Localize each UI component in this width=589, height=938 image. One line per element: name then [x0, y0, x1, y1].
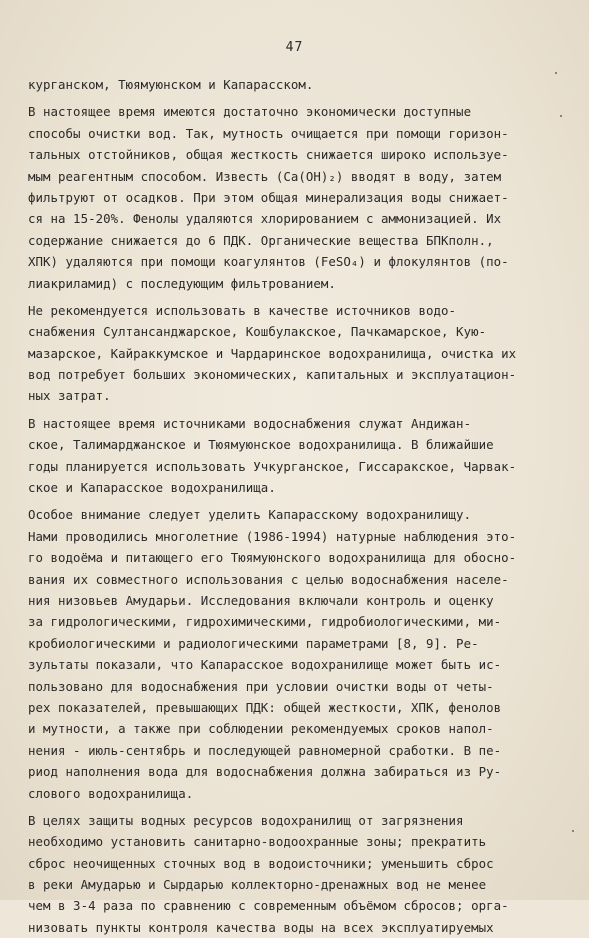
text-line: низовать пункты контроля качества воды на всех эксплуатируемых [28, 919, 494, 935]
page-number: 47 [285, 40, 304, 55]
text-line: мым реагентным способом. Известь (Са(ОН)₂) вводят в воду, затем [28, 168, 502, 184]
text-line: слового водохранилища. [28, 785, 194, 801]
text-line: ское и Капарасское водохранилища. [28, 480, 276, 496]
text-line: мазарское, Кайраккумское и Чардаринское водохранилища, очистка их [28, 345, 517, 361]
paragraph [28, 413, 528, 499]
text-line: за гидрологическими, гидрохимическими, гидробиологическими, ми- [28, 614, 502, 630]
paragraph [28, 300, 528, 407]
text-line: В настоящее время имеются достаточно экономически доступные [28, 104, 472, 120]
text-line: снабжения Султансанджарское, Кошбулакское, Пачкамарское, Кую- [28, 324, 487, 340]
text-line: пользовано для водоснабжения при условии очистки воды от четы- [28, 678, 494, 694]
text-line: содержание снижается до 6 ПДК. Органические вещества БПКполн., [28, 232, 494, 248]
text-line: ся на 15-20%. Фенолы удаляются хлорированием с аммонизацией. Их [28, 211, 502, 227]
text-line: ния низовьев Амударьи. Исследования включали контроль и оценку [28, 592, 494, 608]
text-line: нения - июль-сентябрь и последующей равномерной сработки. В пе- [28, 742, 502, 758]
text-line: кробиологическими и радиологическими параметрами [8, 9]. Ре- [28, 635, 479, 651]
paragraph [28, 74, 528, 95]
text-line: Особое внимание следует уделить Капарасскому водохранилищу. [28, 507, 472, 523]
text-line: го водоёма и питающего его Тюямуюнского водохранилища для обосно- [28, 550, 517, 566]
text-line: необходимо установить санитарно-водоохранные зоны; прекратить [28, 834, 487, 850]
text-line: тальных отстойников, общая жесткость снижается широко используе- [28, 147, 509, 163]
paragraph [28, 810, 528, 938]
text-line: и мутности, а также при соблюдении рекомендуемых сроков напол- [28, 721, 494, 737]
text-line: ское, Талимарджанское и Тюямуюнское водохранилища. В ближайшие [28, 437, 494, 453]
body-text [28, 74, 528, 938]
text-line: вод потребует больших экономических, капитальных и эксплуатацион- [28, 367, 517, 383]
text-line: ных затрат. [28, 388, 111, 404]
text-line: риод наполнения вода для водоснабжения должна забираться из Ру- [28, 764, 502, 780]
paper-speck [560, 115, 562, 117]
text-line: Не рекомендуется использовать в качестве источников водо- [28, 302, 457, 318]
text-line: курганском, Тюямуюнском и Капарасском. [28, 77, 314, 92]
paper-speck [555, 72, 557, 74]
text-line: лиакриламид) с последующим фильтрованием. [28, 275, 336, 291]
text-line: В целях защиты водных ресурсов водохранилищ от загрязнения [28, 812, 464, 828]
text-line: вания их совместного использования с целью водоснабжения населе- [28, 571, 509, 587]
paragraph [28, 101, 528, 294]
paper-speck [572, 830, 574, 832]
text-line: фильтруют от осадков. При этом общая минерализация воды снижает- [28, 189, 509, 205]
text-line: В настоящее время источниками водоснабжения служат Андижан- [28, 415, 472, 431]
text-line: в реки Амударью и Сырдарью коллекторно-дренажных вод не менее [28, 877, 487, 893]
text-line: ХПК) удаляются при помощи коагулянтов (FeSO₄) и флокулянтов (по- [28, 254, 509, 270]
text-line: способы очистки вод. Так, мутность очищается при помощи горизон- [28, 125, 509, 141]
paragraph [28, 504, 528, 803]
text-line: сброс неочищенных сточных вод в водоисточники; уменьшить сброс [28, 855, 494, 871]
text-line: рех показателей, превышающих ПДК: общей жесткости, ХПК, фенолов [28, 699, 502, 715]
text-line: годы планируется использовать Учкурганское, Гиссаракское, Чарвак- [28, 458, 517, 474]
text-line: зультаты показали, что Капарасское водохранилище может быть ис- [28, 657, 502, 673]
text-line: Нами проводились многолетние (1986-1994) натурные наблюдения это- [28, 528, 517, 544]
text-line: чем в 3-4 раза по сравнению с современным объёмом сбросов; орга- [28, 898, 509, 914]
